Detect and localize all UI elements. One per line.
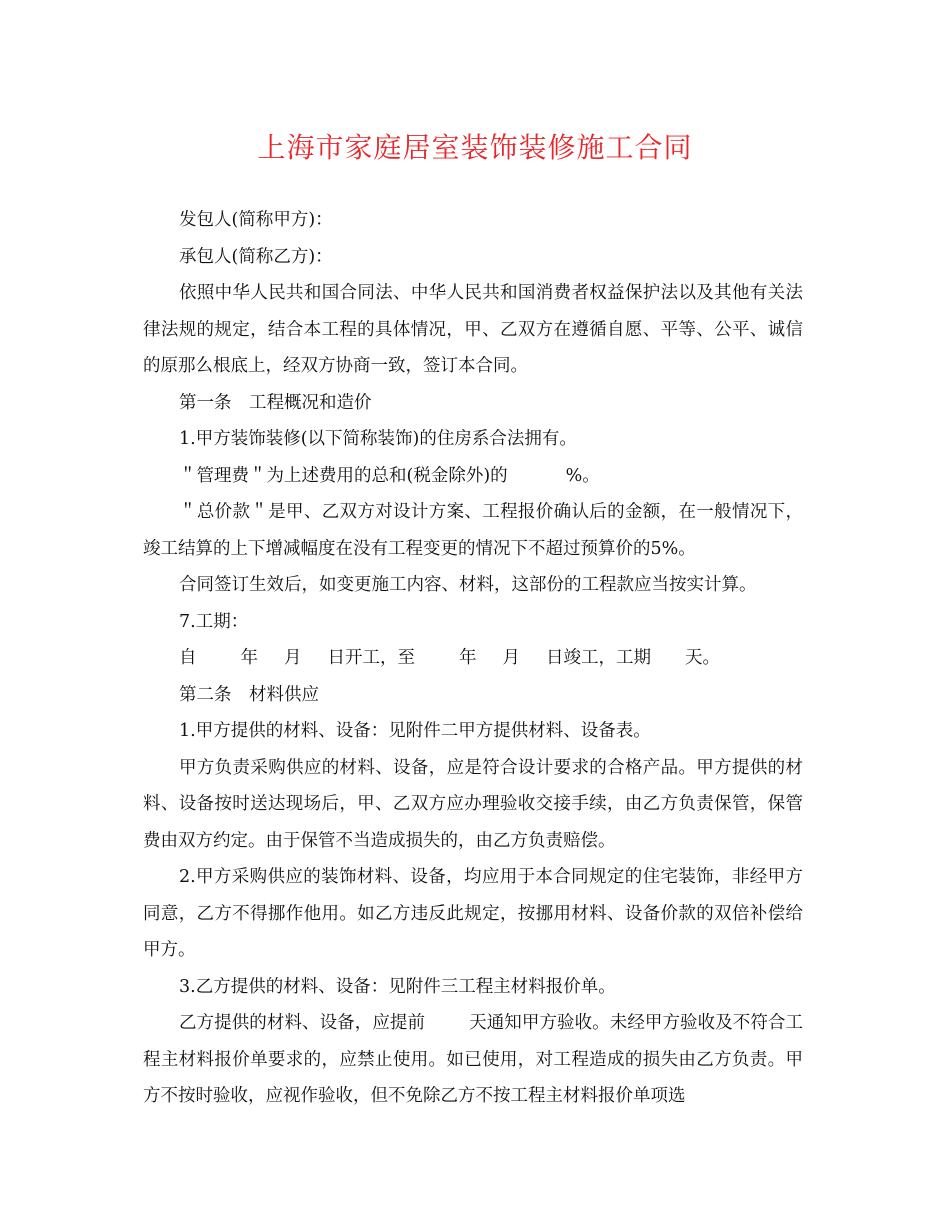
duration-year-2: 年 <box>459 648 477 668</box>
article-2-item-3: 3.乙方提供的材料、设备：见附件三工程主材料报价单。 <box>179 976 616 997</box>
advance-notice-text: 乙方提供的材料、设备，应提前 <box>179 1013 426 1033</box>
document-title: 上海市家庭居室装饰装修施工合同 <box>257 131 693 164</box>
duration-label: 7.工期： <box>179 611 249 632</box>
article-1-heading: 第一条 工程概况和造价 <box>179 392 372 413</box>
party-b-line: 承包人(简称乙方)： <box>179 246 333 267</box>
duration-end: 日竣工，工期 <box>546 648 651 668</box>
article-2-paragraph-1: 甲方负责采购供应的材料、设备，应是符合设计要求的合格产品。甲方提供的材料、设备按时送达现场后，甲、乙双方应办理验收交接手续，由乙方负责保管，保管费由双方约定。由于保管不当造成损失的，由乙方负责赔偿。 <box>143 757 803 851</box>
duration-month-2: 月 <box>502 648 520 668</box>
document-body <box>143 202 803 1115</box>
total-price-paragraph: ＂总价款＂是甲、乙双方对设计方案、工程报价确认后的金额，在一般情况下，竣工结算的上下增减幅度在没有工程变更的情况下不超过预算价的5%。 <box>143 502 803 559</box>
duration-start: 日开工，至 <box>327 648 415 668</box>
article-2-paragraph-2 <box>143 1005 803 1115</box>
percent-sign: %。 <box>565 465 600 486</box>
inspection-text: 天通知甲方验收。未经甲方验收及不符合工程主材料报价单要求的，应禁止使用。如已使用，对工程造成的损失由乙方负责。甲方不按时验收，应视作验收，但不免除乙方不按工程主材料报价单项选 <box>143 1013 804 1106</box>
duration-month-1: 月 <box>284 648 302 668</box>
duration-year-1: 年 <box>240 648 258 668</box>
management-fee-line <box>143 458 803 495</box>
article-2-heading: 第二条 材料供应 <box>179 684 319 705</box>
duration-from: 自 <box>179 648 197 668</box>
article-1-item-1: 1.甲方装饰装修(以下简称装饰)的住房系合法拥有。 <box>179 429 577 449</box>
change-clause-paragraph: 合同签订生效后，如变更施工内容、材料，这部份的工程款应当按实计算。 <box>179 575 757 595</box>
duration-days: 天。 <box>685 648 720 668</box>
article-2-item-2: 2.甲方采购供应的装饰材料、设备，均应用于本合同规定的住宅装饰，非经甲方同意，乙方不得挪作他用。如乙方违反此规定，按挪用材料、设备价款的双倍补偿给甲方。 <box>143 867 803 960</box>
article-2-item-1: 1.甲方提供的材料、设备：见附件二甲方提供材料、设备表。 <box>179 721 651 741</box>
management-fee-text: ＂管理费＂为上述费用的总和(税金除外)的 <box>179 465 508 486</box>
party-a-line: 发包人(简称甲方)： <box>179 210 333 230</box>
preamble-paragraph: 依照中华人民共和国合同法、中华人民共和国消费者权益保护法以及其他有关法律法规的规定，结合本工程的具体情况，甲、乙双方在遵循自愿、平等、公平、诚信的原那么根底上，经双方协商一致，签订本合同。 <box>143 283 803 376</box>
duration-line <box>143 640 803 677</box>
